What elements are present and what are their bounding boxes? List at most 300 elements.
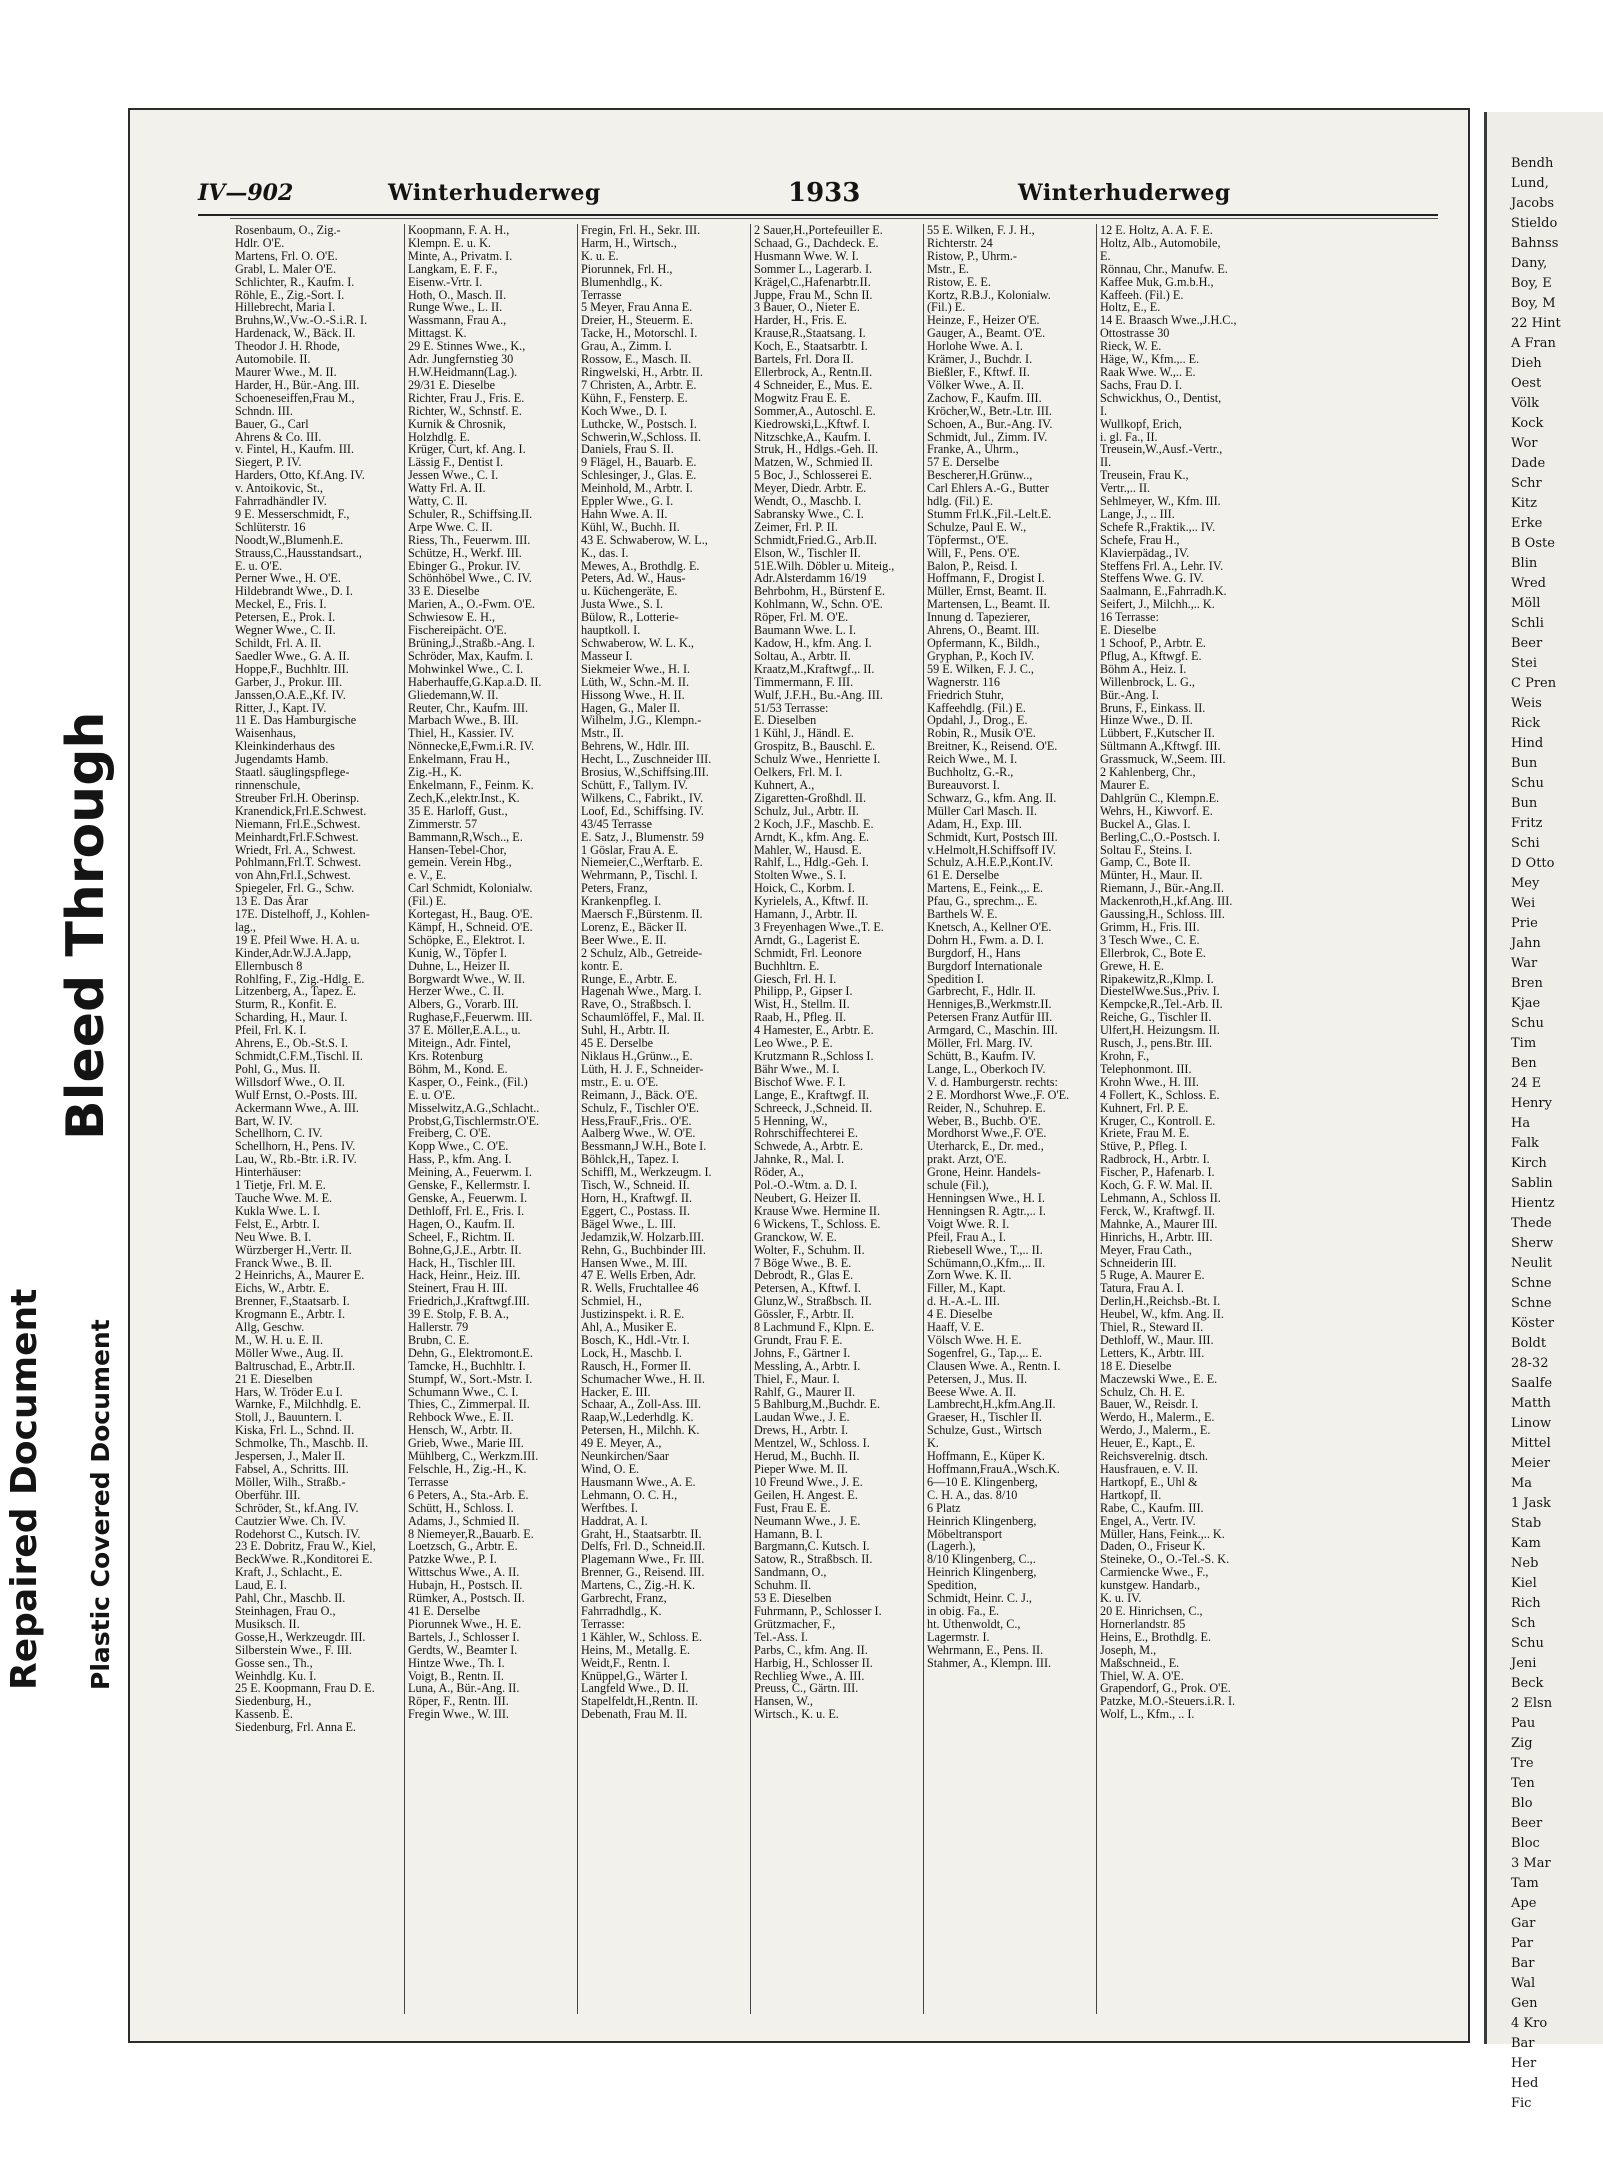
adjacent-page-fragment: Wor	[1511, 436, 1538, 451]
directory-entry-line: Arndt, G., Lagerist E.	[754, 932, 860, 947]
adjacent-page-fragment: Jacobs	[1511, 196, 1555, 211]
directory-entry-line: Knüppel,G., Wärter I.	[581, 1668, 688, 1683]
directory-entry-line: Watty Frl. A. II.	[408, 481, 486, 496]
adjacent-page-fragment: Sherw	[1511, 1236, 1554, 1251]
directory-entry-line: Aalberg Wwe., W. O'E.	[581, 1126, 696, 1141]
adjacent-page-fragment: Schu	[1511, 776, 1544, 791]
directory-entry-line: Automobile. II.	[235, 352, 311, 367]
directory-entry-line: Bießler, F., Kftwf. II.	[927, 364, 1030, 379]
directory-entry-line: Behrbohm, H., Bürstenf E.	[754, 584, 885, 599]
directory-entry-line: Zech,K.,elektr.Inst., K.	[408, 790, 520, 805]
directory-entry-line: Bülow, R., Lotterie-	[581, 610, 679, 625]
directory-entry-line: 2 Kahlenberg, Chr.,	[1100, 765, 1196, 780]
adjacent-page-fragment: Ten	[1511, 1776, 1535, 1791]
directory-entry-line: Saalmann, E.,Fahrradh.K.	[1100, 584, 1227, 599]
directory-entry-line: Watty, C. II.	[408, 494, 468, 509]
directory-entry-line: 17E. Distelhoff, J., Kohlen-	[235, 907, 370, 922]
directory-entry-line: Hausfrauen, e. V. II.	[1100, 1462, 1199, 1476]
directory-entry-line: Röper, F., Rentn. III.	[408, 1694, 509, 1709]
directory-column-6	[1097, 224, 1270, 2014]
directory-entry-line: Grabl, L. Maler O'E.	[235, 261, 337, 276]
adjacent-page-fragment: Jahn	[1511, 936, 1541, 951]
directory-entry-line: Beese Wwe. A. II.	[927, 1384, 1017, 1399]
adjacent-page-fragment: Fritz	[1511, 816, 1543, 831]
directory-entry-line: Harbig, H., Schlosser II.	[754, 1655, 873, 1670]
directory-entry-line: Lambrecht,H.,kfm.Ang.II.	[927, 1397, 1056, 1412]
directory-entry-line: Berling,C.,O.-Postsch. I.	[1100, 829, 1221, 844]
adjacent-page-fragment: Rich	[1511, 1596, 1541, 1611]
directory-entry-line: (Fil.) E.	[927, 300, 966, 315]
directory-entry-line: Schaumlöffel, F., Mal. II.	[581, 1010, 705, 1025]
directory-entry-line: Kunig, W., Töpfer I.	[408, 945, 507, 960]
directory-entry-line: Knetsch, A., Kellner O'E.	[927, 919, 1052, 934]
directory-entry-line: 2 Heinrichs, A., Maurer E.	[235, 1268, 365, 1283]
directory-entry-line: Hecht, L., Zuschneider III.	[581, 752, 712, 767]
adjacent-page-fragment: Tre	[1511, 1756, 1534, 1771]
directory-entry-line: Baumann Wwe. L. I.	[754, 623, 856, 638]
directory-entry-line: Schildt, Frl. A. II.	[235, 636, 322, 650]
directory-entry-line: R. Wells, Fruchtallee 46	[581, 1281, 699, 1296]
adjacent-page-fragment: Dade	[1511, 456, 1546, 471]
directory-entry-line: Stolten Wwe., S. I.	[754, 868, 847, 883]
directory-entry-line: Hoth, O., Masch. II.	[408, 287, 507, 302]
directory-entry-line: Runge, E., Arbtr. E.	[581, 971, 678, 986]
directory-entry-line: Koopmann, F. A. H.,	[408, 223, 510, 237]
directory-entry-line: Zorn Wwe. K. II.	[927, 1268, 1012, 1283]
adjacent-page-fragment: Kitz	[1511, 496, 1537, 511]
directory-entry-line: Wolter, F., Schuhm. II.	[754, 1242, 865, 1257]
directory-entry-line: Hack, Heinr., Heiz. III.	[408, 1268, 521, 1283]
directory-entry-line: Fuhrmann, P., Schlosser I.	[754, 1603, 882, 1618]
directory-entry-line: 33 E. Dieselbe	[408, 584, 480, 599]
directory-entry-line: E. Dieselben	[754, 713, 817, 728]
directory-entry-line: Hausmann Wwe., A. E.	[581, 1474, 696, 1489]
directory-entry-line: Schumann Wwe., C. I.	[408, 1384, 519, 1399]
adjacent-page-fragment: Sch	[1511, 1616, 1536, 1631]
directory-entry-line: 4 Hamester, E., Arbtr. E.	[754, 1023, 874, 1038]
adjacent-page-fragment: Gar	[1511, 1916, 1536, 1931]
directory-entry-line: Kämpf, H., Schneid. O'E.	[408, 919, 533, 934]
directory-entry-line: Kaffeehdlg. (Fil.) E.	[927, 700, 1026, 715]
directory-entry-line: Gerdts, W., Beamter I.	[408, 1642, 518, 1657]
adjacent-page-fragment: Jeni	[1511, 1656, 1537, 1671]
directory-entry-line: Hintze Wwe., Th. I.	[408, 1655, 505, 1670]
directory-entry-line: Möller Wwe., Aug. II.	[235, 1345, 344, 1360]
directory-entry-line: Garbrecht, F., Hdlr. II.	[927, 984, 1036, 999]
directory-entry-line: Robin, R., Musik O'E.	[927, 726, 1036, 741]
directory-entry-line: Dethloff, W., Maur. III.	[1100, 1332, 1214, 1347]
directory-entry-line: 25 E. Koopmann, Frau D. E.	[235, 1681, 375, 1696]
directory-entry-line: Petersen, J., Mus. II.	[927, 1371, 1028, 1386]
directory-entry-line: Perner Wwe., H. O'E.	[235, 571, 341, 586]
directory-entry-line: Bauer, W., Reisdr. I.	[1100, 1397, 1199, 1412]
adjacent-page-fragment: Schne	[1511, 1296, 1552, 1311]
adjacent-page-fragment: Wei	[1511, 896, 1536, 911]
directory-entry-line: Miteign., Adr. Fintel,	[408, 1036, 511, 1051]
directory-entry-line: Graht, H., Staatsarbtr. II.	[581, 1526, 702, 1541]
directory-entry-line: Reich Wwe., M. I.	[927, 752, 1018, 767]
directory-entry-line: Hass, P., kfm. Ang. I.	[408, 1152, 512, 1167]
directory-entry-line: Derlin,H.,Reichsb.-Bt. I.	[1100, 1294, 1221, 1309]
directory-entry-line: Lässig F., Dentist I.	[408, 455, 504, 470]
directory-entry-line: Langkam, E. F. F.,	[408, 261, 498, 276]
adjacent-page-fragment: Boy, E	[1511, 276, 1552, 291]
directory-entry-line: Horlohe Wwe. A. I.	[927, 339, 1023, 354]
directory-entry-line: Bammann,R,Wsch.., E.	[408, 829, 523, 844]
adjacent-page-fragment: Prie	[1511, 916, 1538, 931]
adjacent-page-fragment: 28-32	[1511, 1356, 1549, 1371]
repaired-document-label: Repaired Document	[4, 1288, 45, 1690]
adjacent-page-fragment: Mey	[1511, 876, 1540, 891]
directory-entry-line: Mogwitz Frau E. E.	[754, 390, 851, 405]
directory-entry-line: Lagermstr. I.	[927, 1629, 990, 1644]
adjacent-page-fragment: Bren	[1511, 976, 1543, 991]
directory-entry-line: Maersch F.,Bürstenm. II.	[581, 907, 703, 922]
directory-entry-line: Schoeneseiffen,Frau M.,	[235, 390, 355, 405]
directory-entry-line: Arndt, K., kfm. Ang. E.	[754, 829, 870, 844]
directory-entry-line: Mackenroth,H.,kf.Ang. III.	[1100, 894, 1233, 909]
directory-entry-line: Meining, A., Feuerwm. I.	[408, 1165, 532, 1180]
directory-entry-line: Maurer Wwe., M. II.	[235, 364, 337, 379]
directory-entry-line: Haberhauffe,G.Kap.a.D. II.	[408, 674, 542, 689]
directory-entry-line: Tacke, H., Motorschl. I.	[581, 326, 698, 341]
directory-entry-line: Wegner Wwe., C. II.	[235, 623, 336, 638]
directory-entry-line: ht. Uthenwoldt, C.,	[927, 1616, 1021, 1631]
directory-entry-line: Peters, Ad. W., Haus-	[581, 571, 686, 586]
directory-entry-line: Tatura, Frau A. I.	[1100, 1281, 1184, 1296]
directory-entry-line: Sehlmeyer, W., Kfm. III.	[1100, 494, 1221, 509]
adjacent-page-fragment: Hientz	[1511, 1196, 1555, 1211]
adjacent-page-fragment: 4 Kro	[1511, 2016, 1548, 2031]
directory-entry-line: Schreeck, J.,Schneid. II.	[754, 1100, 873, 1115]
adjacent-page-fragment: Pau	[1511, 1716, 1536, 1731]
adjacent-page-fragment: Beer	[1511, 1816, 1543, 1831]
directory-entry-line: v. Fintel, H., Kaufm. III.	[235, 442, 355, 457]
directory-entry-line: Richter, Frau J., Fris. E.	[408, 390, 525, 405]
directory-entry-line: Timmermann, F. III.	[754, 674, 854, 689]
directory-entry-line: Schwaberow, W. L. K.,	[581, 636, 694, 650]
directory-entry-line: Koch Wwe., D. I.	[581, 403, 668, 418]
directory-entry-line: 49 E. Meyer, A.,	[581, 1436, 662, 1451]
adjacent-page-fragment: Gen	[1511, 1996, 1538, 2011]
directory-entry-line: Satow, R., Straßbsch. II.	[754, 1552, 873, 1567]
directory-entry-line: Armgard, C., Maschin. III.	[927, 1023, 1058, 1038]
directory-entry-line: Burgdorf Internationale	[927, 958, 1043, 973]
adjacent-page-fragment: 24 E	[1511, 1076, 1542, 1091]
adjacent-page-fragment: Völk	[1511, 396, 1540, 411]
directory-entry-line: Jedamzik,W. Holzarb.III.	[581, 1229, 705, 1244]
directory-entry-line: Staatl. säuglingspflege-	[235, 765, 350, 780]
directory-entry-line: 13 E. Das Ärar	[235, 894, 309, 909]
directory-entry-line: (Lagerh.),	[927, 1539, 976, 1554]
directory-entry-line: 20 E. Hinrichsen, C.,	[1100, 1603, 1203, 1618]
directory-entry-line: Eppler Wwe., G. I.	[581, 494, 674, 509]
adjacent-page-fragment: Mittel	[1511, 1436, 1551, 1451]
adjacent-page-fragment: Tim	[1511, 1036, 1537, 1051]
directory-entry-line: 5 Meyer, Frau Anna E.	[581, 300, 693, 315]
directory-entry-line: Hillebrecht, Maria I.	[235, 300, 336, 315]
directory-entry-line: 21 E. Dieselben	[235, 1371, 313, 1386]
directory-entry-line: Steffens Frl. A., Lehr. IV.	[1100, 558, 1224, 573]
directory-entry-line: Ellerbrok, C., Bote E.	[1100, 945, 1206, 960]
adjacent-page-fragment: Kjae	[1511, 996, 1541, 1011]
directory-entry-line: Sachs, Frau D. I.	[1100, 377, 1182, 392]
directory-entry-line: Krämer, J., Buchdr. I.	[927, 352, 1033, 367]
directory-entry-line: Wagnerstr. 116	[927, 674, 1001, 689]
directory-entry-line: Steinhagen, Frau O.,	[235, 1603, 336, 1618]
directory-entry-line: Henniges,B.,Werkmstr.II.	[927, 997, 1052, 1012]
directory-entry-line: Neunkirchen/Saar	[581, 1449, 669, 1464]
directory-entry-line: Maßschneid., E.	[1100, 1655, 1180, 1670]
directory-entry-line: Schulze, Paul E. W.,	[927, 519, 1027, 534]
directory-entry-line: Terrasse:	[581, 1616, 625, 1631]
directory-entry-line: 29 E. Stinnes Wwe., K.,	[408, 339, 526, 354]
directory-entry-line: Reuter, Chr., Kaufm. III.	[408, 700, 528, 715]
directory-entry-line: Rusch, J., pens.Btr. III.	[1100, 1036, 1213, 1051]
directory-entry-line: Hoick, C., Korbm. I.	[754, 881, 855, 896]
adjacent-page-fragment: Rick	[1511, 716, 1541, 731]
directory-entry-line: Bägel Wwe., L. III.	[581, 1216, 676, 1231]
directory-entry-line: 55 E. Wilken, F. J. H.,	[927, 223, 1035, 237]
directory-entry-line: Rehbock Wwe., E. II.	[408, 1410, 514, 1425]
directory-entry-line: Lange, L., Oberkoch IV.	[927, 1061, 1046, 1076]
directory-entry-line: E. u. O'E.	[235, 558, 283, 573]
adjacent-page-fragment: Bun	[1511, 756, 1538, 771]
directory-entry-line: Reiche, G., Tischler II.	[1100, 1010, 1212, 1025]
directory-entry-line: Wriedt, Frl. A., Schwest.	[235, 842, 356, 857]
directory-entry-line: Balon, P., Reisd. I.	[927, 558, 1018, 573]
directory-entry-line: Buchhltrn. E.	[754, 958, 820, 973]
directory-entry-line: 12 E. Holtz, A. A. F. E.	[1100, 223, 1213, 237]
directory-entry-line: Kruger, C., Kontroll. E.	[1100, 1113, 1216, 1128]
directory-entry-line: Hartkopf, II.	[1100, 1487, 1162, 1502]
directory-entry-line: Strauss,C.,Hausstandsart.,	[235, 545, 362, 560]
directory-entry-line: 1 Tietje, Frl. M. E.	[235, 1178, 326, 1193]
directory-entry-line: Raak Wwe. W.,.. E.	[1100, 364, 1196, 379]
adjacent-page-fragment: Weis	[1511, 696, 1542, 711]
directory-entry-line: Saedler Wwe., G. A. II.	[235, 648, 350, 663]
directory-entry-line: Laud, E. I.	[235, 1578, 287, 1593]
directory-entry-line: Will, F., Pens. O'E.	[927, 545, 1020, 560]
directory-entry-line: 37 E. Möller,E.A.L., u.	[408, 1023, 521, 1038]
directory-entry-line: Hildebrandt Wwe., D. I.	[235, 584, 353, 599]
directory-entry-line: Röper, Frl. M. O'E.	[754, 610, 849, 625]
adjacent-page-fragment: Dieh	[1511, 356, 1542, 371]
adjacent-page-fragment: Hed	[1511, 2076, 1539, 2091]
directory-entry-line: Schulz Wwe., Henriette I.	[754, 752, 881, 767]
adjacent-page-fragment: Falk	[1511, 1136, 1539, 1151]
directory-entry-line: kontr. E.	[581, 958, 623, 973]
directory-entry-line: Heins, M., Metallg. E.	[581, 1642, 690, 1657]
directory-entry-line: Brenner, F.,Staatsarb. I.	[235, 1294, 350, 1309]
directory-entry-line: von Ahn,Frl.I.,Schwest.	[235, 868, 351, 883]
directory-entry-line: Carmiencke Wwe., F.,	[1100, 1565, 1209, 1580]
directory-entry-line: Breitner, K., Reisend. O'E.	[927, 739, 1058, 754]
directory-entry-line: 3 Bauer, O., Nieter E.	[754, 300, 860, 315]
directory-entry-line: Wullkopf, Erich,	[1100, 416, 1182, 431]
directory-entry-line: 51E.Wilh. Döbler u. Miteig.,	[754, 558, 895, 573]
directory-entry-line: Harm, H., Wirtsch.,	[581, 235, 677, 250]
directory-entry-line: Lüth, H. J. F., Schneider-	[581, 1061, 704, 1076]
directory-entry-line: I.	[1100, 403, 1108, 418]
directory-entry-line: 6 Platz	[927, 1500, 961, 1515]
directory-entry-line: Schefe, Frau H.,	[1100, 532, 1180, 547]
directory-entry-line: Pohlmann,Frl.T. Schwest.	[235, 855, 362, 870]
directory-entry-line: Fahrradhändler IV.	[235, 494, 327, 509]
directory-entry-line: Schefe R.,Fraktik.,.. IV.	[1100, 519, 1216, 534]
directory-entry-line: Genske, A., Feuerwm. I.	[408, 1190, 528, 1205]
adjacent-page-fragment: Saalfe	[1511, 1376, 1553, 1391]
directory-entry-line: Hansen-Tebel-Chor,	[408, 842, 507, 857]
directory-entry-line: Reimann, J., Bäck. O'E.	[581, 1087, 698, 1102]
directory-entry-line: 5 Henning, W.,	[754, 1113, 828, 1128]
directory-entry-line: K., das. I.	[581, 545, 629, 560]
directory-entry-line: Bruhns,W.,Vw.-O.-S.i.R. I.	[235, 313, 368, 328]
directory-entry-line: Ahl, A., Musiker E.	[581, 1320, 677, 1335]
directory-entry-line: Ackermann Wwe., A. III.	[235, 1100, 359, 1115]
directory-entry-line: Möbeltransport	[927, 1526, 1003, 1541]
directory-entry-line: Engel, A., Vertr. IV.	[1100, 1513, 1196, 1528]
directory-entry-line: Schmolke, Th., Maschb. II.	[235, 1436, 369, 1451]
directory-entry-line: Schaad, G., Dachdeck. E.	[754, 235, 879, 250]
directory-entry-line: Spiegeler, Frl. G., Schw.	[235, 881, 355, 896]
directory-entry-line: 3 Freyenhagen Wwe.,T. E.	[754, 919, 884, 934]
directory-entry-line: Wind, O. E.	[581, 1462, 640, 1476]
directory-entry-line: Rahlf, G., Maurer II.	[754, 1384, 856, 1399]
directory-entry-line: Stumpf, W., Sort.-Mstr. I.	[408, 1371, 533, 1386]
directory-entry-line: Suhl, H., Arbtr. II.	[581, 1023, 670, 1038]
directory-entry-line: Schwickhus, O., Dentist,	[1100, 390, 1222, 405]
directory-entry-line: 2 Schulz, Alb., Getreide-	[581, 945, 703, 960]
directory-entry-line: Eichs, W., Arbtr. E.	[235, 1281, 330, 1296]
directory-entry-line: Debrodt, R., Glas E.	[754, 1268, 854, 1283]
directory-entry-line: Ebinger G., Prokur. IV.	[408, 558, 521, 573]
directory-entry-line: Thies, C., Zimmerpal. II.	[408, 1397, 530, 1412]
directory-entry-line: Kortegast, H., Baug. O'E.	[408, 907, 533, 922]
directory-entry-line: Zimmerstr. 57	[408, 816, 478, 831]
directory-entry-line: Vertr.,.. II.	[1100, 481, 1151, 496]
adjacent-page-fragment: Tam	[1511, 1876, 1539, 1891]
directory-entry-line: V. d. Hamburgerstr. rechts:	[927, 1074, 1058, 1089]
directory-entry-line: Rosenbaum, O., Zig.-	[235, 223, 341, 237]
adjacent-page-edge	[1484, 112, 1603, 2111]
directory-entry-line: Opfermann, K., Bildh.,	[927, 636, 1040, 650]
directory-entry-line: Hars, W. Tröder E.u I.	[235, 1384, 343, 1399]
directory-entry-line: Holzhdlg. E.	[408, 429, 470, 444]
directory-entry-line: Hinze Wwe., D. II.	[1100, 713, 1193, 728]
directory-entry-line: Meyer, Frau Cath.,	[1100, 1242, 1192, 1257]
adjacent-page-fragment: Matth	[1511, 1396, 1551, 1411]
directory-entry-line: 41 E. Derselbe	[408, 1603, 481, 1618]
header-rule	[198, 214, 1438, 216]
directory-entry-line: Harders, Otto, Kf.Ang. IV.	[235, 468, 365, 483]
directory-entry-line: Soltau, A., Arbtr. II.	[754, 648, 851, 663]
directory-entry-line: 45 E. Derselbe	[581, 1036, 654, 1051]
directory-entry-line: Willenbrock, L. G.,	[1100, 674, 1195, 689]
adjacent-page-fragment: Ben	[1511, 1056, 1537, 1071]
directory-entry-line: v. Antoikovic, St.,	[235, 481, 323, 496]
directory-entry-line: 7 Christen, A., Arbtr. E.	[581, 377, 697, 392]
directory-entry-line: Martensen, L., Beamt. II.	[927, 597, 1051, 612]
directory-entry-line: E.	[1100, 248, 1111, 263]
directory-column-2	[405, 224, 578, 2014]
directory-entry-line: Kasper, O., Feink., (Fil.)	[408, 1074, 528, 1089]
directory-entry-line: Schütt, B., Kaufm. IV.	[927, 1049, 1036, 1063]
adjacent-page-fragment: Linow	[1511, 1416, 1552, 1431]
directory-entry-line: Piorunnek, Frl. H.,	[581, 261, 673, 276]
directory-entry-line: Petersen Franz Autfür III.	[927, 1010, 1053, 1025]
directory-entry-line: 43 E. Schwaberow, W. L.,	[581, 532, 708, 547]
directory-entry-line: Gaussing,H., Schloss. III.	[1100, 907, 1225, 922]
directory-entry-line: Fabsel, A., Schritts. III.	[235, 1462, 349, 1476]
directory-entry-line: Kraatz,M.,Kraftwgf.,. II.	[754, 661, 875, 676]
directory-entry-line: Krogmann E., Arbtr. I.	[235, 1307, 346, 1322]
directory-entry-line: Borgwardt Wwe., W. II.	[408, 971, 526, 986]
directory-entry-line: Johns, F., Gärtner I.	[754, 1345, 851, 1360]
directory-entry-line: Terrasse	[581, 287, 622, 302]
directory-entry-line: Cautzier Wwe. Ch. IV.	[235, 1513, 346, 1528]
adjacent-page-fragment: Henry	[1511, 1096, 1552, 1111]
directory-entry-line: Schmidt, Jul., Zimm. IV.	[927, 429, 1048, 444]
directory-entry-line: Hagen, O., Kaufm. II.	[408, 1216, 515, 1231]
directory-entry-line: Delfs, Frl. D., Schneid.II.	[581, 1539, 706, 1554]
street-heading-left: Winterhuderweg	[388, 180, 601, 206]
directory-entry-line: kunstgew. Handarb.,	[1100, 1578, 1201, 1593]
directory-entry-line: E. Dieselbe	[1100, 623, 1157, 638]
directory-entry-line: Riebesell Wwe., T.,.. II.	[927, 1242, 1043, 1257]
directory-entry-line: Weber, B., Buchb. O'E.	[927, 1113, 1041, 1128]
directory-entry-line: Lorenz, E., Bäcker II.	[581, 919, 687, 934]
directory-entry-line: Justizinspekt. i. R. E.	[581, 1307, 685, 1322]
directory-entry-line: Kranendick,Frl.E.Schwest.	[235, 803, 367, 818]
directory-entry-line: Herud, M., Buchh. II.	[754, 1449, 860, 1464]
directory-entry-line: Preuss, C., Gärtn. III.	[754, 1681, 859, 1696]
directory-entry-line: Rughase,F.,Feuerwm. III.	[408, 1010, 533, 1025]
directory-entry-line: Marien, A., O.-Fwm. O'E.	[408, 597, 536, 612]
directory-entry-line: Kiedrowski,L.,Kftwf. I.	[754, 416, 870, 431]
directory-entry-line: Rohrschiffechterei E.	[754, 1126, 859, 1141]
directory-entry-line: Kaffee Muk, G.m.b.H.,	[1100, 274, 1214, 289]
adjacent-page-fragment: Oest	[1511, 376, 1542, 391]
directory-entry-line: Stüve, P., Pfleg. I.	[1100, 1139, 1188, 1154]
directory-entry-line: Lehmann, A., Schloss II.	[1100, 1190, 1221, 1205]
directory-entry-line: u. Küchengeräte, E.	[581, 584, 678, 599]
directory-entry-line: 10 Freund Wwe., J. E.	[754, 1474, 863, 1489]
directory-entry-line: 39 E. Stolp, F. B. A.,	[408, 1307, 509, 1322]
adjacent-page-fragment: Bun	[1511, 796, 1538, 811]
directory-entry-line: 18 E. Dieselbe	[1100, 1358, 1172, 1373]
directory-entry-line: Dreier, H., Steuerm. E.	[581, 313, 693, 328]
directory-entry-line: Heinrich Klingenberg,	[927, 1565, 1037, 1580]
directory-entry-line: Schütt, F., Tallym. IV.	[581, 777, 688, 792]
directory-entry-line: 8/10 Klingenberg, C.,.	[927, 1552, 1036, 1567]
directory-entry-line: Kriete, Frau M. E.	[1100, 1126, 1190, 1141]
directory-entry-line: Hornerlandstr. 85	[1100, 1616, 1186, 1631]
directory-entry-line: Rönnau, Chr., Manufw. E.	[1100, 261, 1228, 276]
directory-column-1	[232, 224, 405, 2014]
adjacent-page-fragment: Beer	[1511, 636, 1543, 651]
directory-entry-line: Scharding, H., Maur. I.	[235, 1010, 348, 1025]
directory-entry-line: Wulf Ernst, O.-Posts. III.	[235, 1087, 358, 1102]
directory-entry-line: Schumacher Wwe., H. II.	[581, 1371, 705, 1386]
directory-column-4	[751, 224, 924, 2014]
directory-entry-line: Hoffmann, F., Drogist I.	[927, 571, 1045, 586]
directory-entry-line: Niemann, Frl.E.,Schwest.	[235, 816, 361, 831]
directory-entry-line: 51/53 Terrasse:	[754, 700, 829, 715]
adjacent-page-fragment: Wred	[1511, 576, 1547, 591]
directory-entry-line: Hissong Wwe., H. II.	[581, 687, 685, 702]
directory-entry-line: Duhne, L., Heizer II.	[408, 958, 510, 973]
